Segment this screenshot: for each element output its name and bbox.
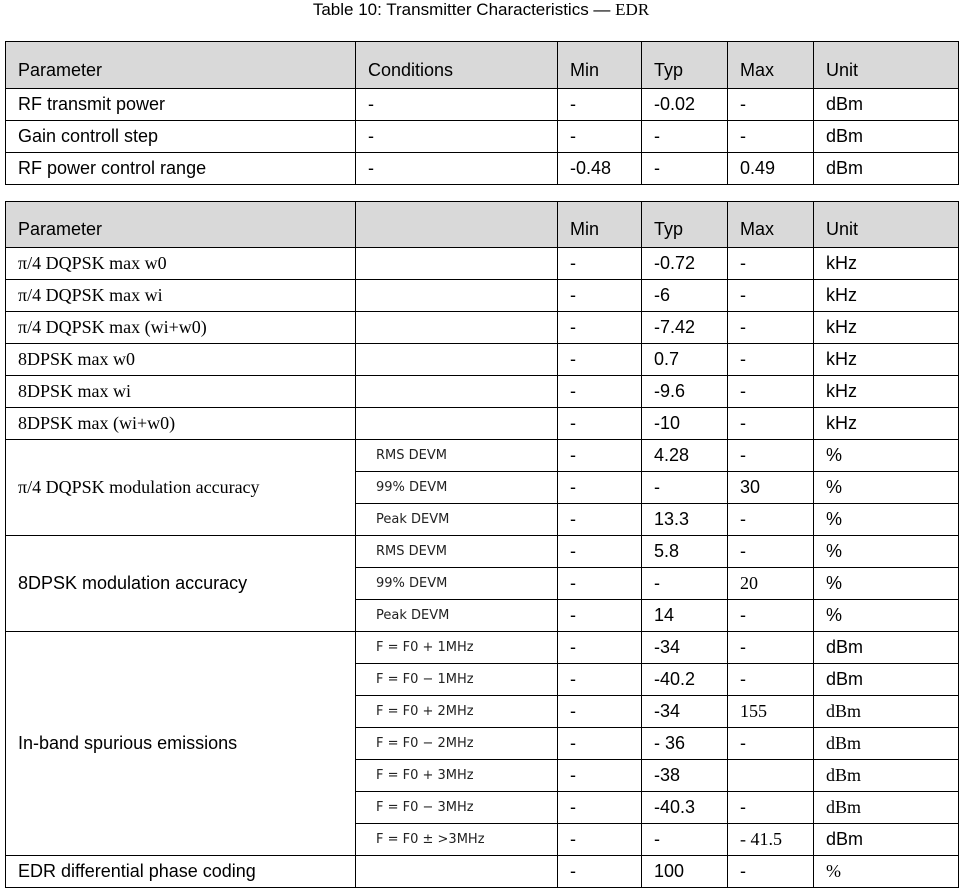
min-cell: - (558, 664, 642, 696)
min-cell: - (558, 792, 642, 824)
min-cell: - (558, 121, 642, 153)
max-cell: - (728, 632, 814, 664)
min-cell: - (558, 632, 642, 664)
header-cell: Max (728, 42, 814, 89)
conditions-cell: F = F0 + 3MHz (356, 760, 558, 792)
header-cell: Unit (814, 42, 959, 89)
table-row (6, 153, 959, 185)
conditions-cell (356, 408, 558, 440)
unit-cell: % (814, 440, 959, 472)
param-cell: 8DPSK modulation accuracy (6, 536, 356, 632)
table-row (6, 408, 959, 440)
max-cell: - (728, 792, 814, 824)
param-cell: RF transmit power (6, 89, 356, 121)
min-cell: - (558, 600, 642, 632)
caption-tail: EDR (615, 0, 650, 19)
header-cell: Min (558, 42, 642, 89)
unit-cell: dBm (814, 664, 959, 696)
unit-cell: kHz (814, 312, 959, 344)
param-cell: 8DPSK max wi (6, 376, 356, 408)
typ-cell: 0.7 (642, 344, 728, 376)
typ-cell: -0.02 (642, 89, 728, 121)
header-cell: Typ (642, 202, 728, 248)
param-cell: π/4 DQPSK max (wi+w0) (6, 312, 356, 344)
max-cell (728, 760, 814, 792)
max-cell: - (728, 408, 814, 440)
typ-cell: -7.42 (642, 312, 728, 344)
max-cell: 0.49 (728, 153, 814, 185)
min-cell: - (558, 344, 642, 376)
unit-cell: kHz (814, 344, 959, 376)
unit-cell: dBm (814, 696, 959, 728)
conditions-cell: - (356, 89, 558, 121)
conditions-cell: 99% DEVM (356, 472, 558, 504)
table-row (6, 89, 959, 121)
unit-cell: kHz (814, 408, 959, 440)
unit-cell: dBm (814, 153, 959, 185)
unit-cell: kHz (814, 376, 959, 408)
table-row (6, 536, 959, 568)
typ-cell: 13.3 (642, 504, 728, 536)
unit-cell: dBm (814, 728, 959, 760)
typ-cell: -38 (642, 760, 728, 792)
unit-cell: dBm (814, 89, 959, 121)
conditions-cell: RMS DEVM (356, 440, 558, 472)
min-cell: - (558, 248, 642, 280)
max-cell: - (728, 121, 814, 153)
min-cell: - (558, 280, 642, 312)
header-cell: Conditions (356, 42, 558, 89)
header-cell (356, 202, 558, 248)
table-caption (0, 0, 962, 22)
conditions-cell: Peak DEVM (356, 504, 558, 536)
min-cell: - (558, 536, 642, 568)
table-row (6, 632, 959, 664)
unit-cell: kHz (814, 280, 959, 312)
typ-cell: -9.6 (642, 376, 728, 408)
conditions-cell: - (356, 121, 558, 153)
header-cell: Min (558, 202, 642, 248)
unit-cell: % (814, 472, 959, 504)
min-cell: - (558, 504, 642, 536)
header-cell: Typ (642, 42, 728, 89)
conditions-cell: F = F0 ± >3MHz (356, 824, 558, 856)
unit-cell: dBm (814, 824, 959, 856)
max-cell: - (728, 89, 814, 121)
typ-cell: 14 (642, 600, 728, 632)
typ-cell: -40.3 (642, 792, 728, 824)
typ-cell: - (642, 153, 728, 185)
table-header-row (6, 42, 959, 89)
typ-cell: -10 (642, 408, 728, 440)
unit-cell: dBm (814, 760, 959, 792)
table-row (6, 440, 959, 472)
header-cell: Parameter (6, 42, 356, 89)
min-cell: - (558, 760, 642, 792)
param-cell: RF power control range (6, 153, 356, 185)
conditions-cell (356, 344, 558, 376)
min-cell: -0.48 (558, 153, 642, 185)
conditions-cell: F = F0 + 1MHz (356, 632, 558, 664)
typ-cell: 4.28 (642, 440, 728, 472)
min-cell: - (558, 408, 642, 440)
header-cell: Max (728, 202, 814, 248)
param-cell: EDR differential phase coding (6, 856, 356, 888)
max-cell: 155 (728, 696, 814, 728)
conditions-cell (356, 856, 558, 888)
param-cell: π/4 DQPSK max wi (6, 280, 356, 312)
typ-cell: - 36 (642, 728, 728, 760)
param-cell: π/4 DQPSK max w0 (6, 248, 356, 280)
unit-cell: dBm (814, 632, 959, 664)
max-cell: 30 (728, 472, 814, 504)
typ-cell: - (642, 568, 728, 600)
min-cell: - (558, 89, 642, 121)
param-cell: Gain controll step (6, 121, 356, 153)
conditions-cell (356, 248, 558, 280)
conditions-cell: - (356, 153, 558, 185)
max-cell: - (728, 536, 814, 568)
unit-cell: kHz (814, 248, 959, 280)
max-cell: - (728, 248, 814, 280)
conditions-cell: F = F0 − 2MHz (356, 728, 558, 760)
transmitter-basic-table (5, 41, 959, 185)
typ-cell: 5.8 (642, 536, 728, 568)
max-cell: - (728, 856, 814, 888)
table-row (6, 121, 959, 153)
min-cell: - (558, 856, 642, 888)
max-cell: - (728, 280, 814, 312)
conditions-cell (356, 280, 558, 312)
edr-characteristics-table (5, 201, 959, 888)
typ-cell: -34 (642, 696, 728, 728)
conditions-cell: F = F0 − 3MHz (356, 792, 558, 824)
param-cell: In-band spurious emissions (6, 632, 356, 856)
max-cell: - (728, 600, 814, 632)
max-cell: - (728, 344, 814, 376)
param-cell: 8DPSK max (wi+w0) (6, 408, 356, 440)
min-cell: - (558, 568, 642, 600)
min-cell: - (558, 728, 642, 760)
max-cell: - (728, 376, 814, 408)
param-cell: π/4 DQPSK modulation accuracy (6, 440, 356, 536)
unit-cell: % (814, 504, 959, 536)
header-cell: Unit (814, 202, 959, 248)
unit-cell: dBm (814, 121, 959, 153)
typ-cell: -6 (642, 280, 728, 312)
min-cell: - (558, 824, 642, 856)
max-cell: - (728, 504, 814, 536)
unit-cell: % (814, 856, 959, 888)
max-cell: - (728, 664, 814, 696)
unit-cell: dBm (814, 792, 959, 824)
max-cell: - (728, 312, 814, 344)
table-row (6, 312, 959, 344)
min-cell: - (558, 472, 642, 504)
conditions-cell: F = F0 − 1MHz (356, 664, 558, 696)
min-cell: - (558, 376, 642, 408)
table-row (6, 344, 959, 376)
table-row (6, 376, 959, 408)
table-header-row (6, 202, 959, 248)
max-cell: - (728, 728, 814, 760)
min-cell: - (558, 312, 642, 344)
max-cell: - 41.5 (728, 824, 814, 856)
conditions-cell: F = F0 + 2MHz (356, 696, 558, 728)
max-cell: 20 (728, 568, 814, 600)
param-cell: 8DPSK max w0 (6, 344, 356, 376)
conditions-cell (356, 376, 558, 408)
unit-cell: % (814, 600, 959, 632)
typ-cell: -0.72 (642, 248, 728, 280)
conditions-cell (356, 312, 558, 344)
min-cell: - (558, 696, 642, 728)
conditions-cell: RMS DEVM (356, 536, 558, 568)
unit-cell: % (814, 536, 959, 568)
max-cell: - (728, 440, 814, 472)
unit-cell: % (814, 568, 959, 600)
typ-cell: - (642, 824, 728, 856)
conditions-cell: 99% DEVM (356, 568, 558, 600)
table-row (6, 280, 959, 312)
typ-cell: - (642, 121, 728, 153)
table-row (6, 856, 959, 888)
typ-cell: 100 (642, 856, 728, 888)
conditions-cell: Peak DEVM (356, 600, 558, 632)
min-cell: - (558, 440, 642, 472)
typ-cell: -40.2 (642, 664, 728, 696)
table-row (6, 248, 959, 280)
typ-cell: -34 (642, 632, 728, 664)
typ-cell: - (642, 472, 728, 504)
header-cell: Parameter (6, 202, 356, 248)
caption-main: Table 10: Transmitter Characteristics — (312, 0, 616, 19)
